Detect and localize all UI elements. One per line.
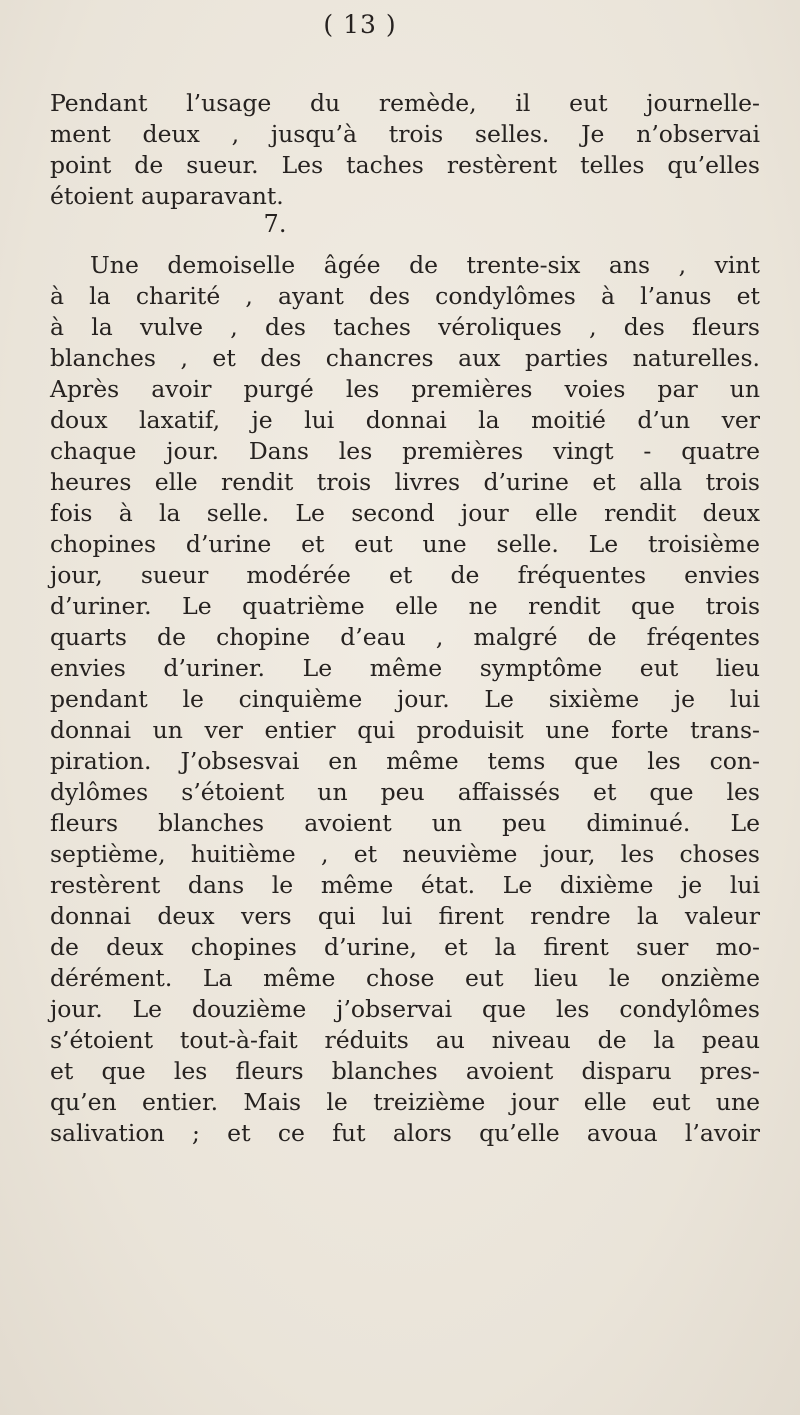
paragraph-2: [50, 250, 760, 1149]
text-line: chopines d’urine et eut une selle. Le troisième: [50, 530, 760, 558]
text-line: chaque jour. Dans les premières vingt - quatre: [50, 437, 760, 465]
text-line: piration. J’obsesvai en même tems que les con-: [50, 747, 760, 775]
text-line: pendant le cinquième jour. Le sixième je lui: [50, 685, 760, 713]
text-line: Une demoiselle âgée de trente-six ans , vint: [90, 251, 760, 279]
text-line: quarts de chopine d’eau , malgré de fréqentes: [50, 623, 760, 651]
text-line: dylômes s’étoient un peu affaissés et que les: [50, 778, 760, 806]
text-line: et que les fleurs blanches avoient disparu pres-: [50, 1057, 760, 1085]
text-line: septième, huitième , et neuvième jour, les choses: [50, 840, 760, 868]
text-line: doux laxatif, je lui donnai la moitié d’un ver: [50, 406, 760, 434]
page-number: ( 13 ): [323, 10, 397, 39]
text-line: heures elle rendit trois livres d’urine et alla trois: [50, 468, 760, 496]
text-line: Après avoir purgé les premières voies par un: [50, 375, 760, 403]
text-line: dérément. La même chose eut lieu le onzième: [50, 964, 760, 992]
text-line: qu’en entier. Mais le treizième jour elle eut une: [50, 1088, 760, 1116]
text-line: Pendant l’usage du remède, il eut journelle-: [50, 89, 760, 117]
paragraph-1: [50, 88, 760, 212]
text-line: jour. Le douzième j’observai que les condylômes: [50, 995, 760, 1023]
text-line: envies d’uriner. Le même symptôme eut lieu: [50, 654, 760, 682]
text-line: blanches , et des chancres aux parties naturelles.: [50, 344, 760, 372]
text-line: donnai deux vers qui lui firent rendre la valeur: [50, 902, 760, 930]
text-line: fleurs blanches avoient un peu diminué. Le: [50, 809, 760, 837]
section-number: 7.: [263, 210, 287, 238]
text-line: salivation ; et ce fut alors qu’elle avoua l’avoir: [50, 1119, 760, 1147]
text-line: fois à la selle. Le second jour elle rendit deux: [50, 499, 760, 527]
text-line: étoient auparavant.: [50, 182, 284, 210]
text-line: restèrent dans le même état. Le dixième je lui: [50, 871, 760, 899]
text-line: s’étoient tout-à-fait réduits au niveau de la peau: [50, 1026, 760, 1054]
text-line: d’uriner. Le quatrième elle ne rendit que trois: [50, 592, 760, 620]
text-line: de deux chopines d’urine, et la firent suer mo-: [50, 933, 760, 961]
text-line: à la charité , ayant des condylômes à l’anus et: [50, 282, 760, 310]
text-line: ment deux , jusqu’à trois selles. Je n’observai: [50, 120, 760, 148]
text-line: à la vulve , des taches véroliques , des fleurs: [50, 313, 760, 341]
text-line: point de sueur. Les taches restèrent telles qu’elles: [50, 151, 760, 179]
text-line: donnai un ver entier qui produisit une forte trans-: [50, 716, 760, 744]
text-line: jour, sueur modérée et de fréquentes envies: [50, 561, 760, 589]
